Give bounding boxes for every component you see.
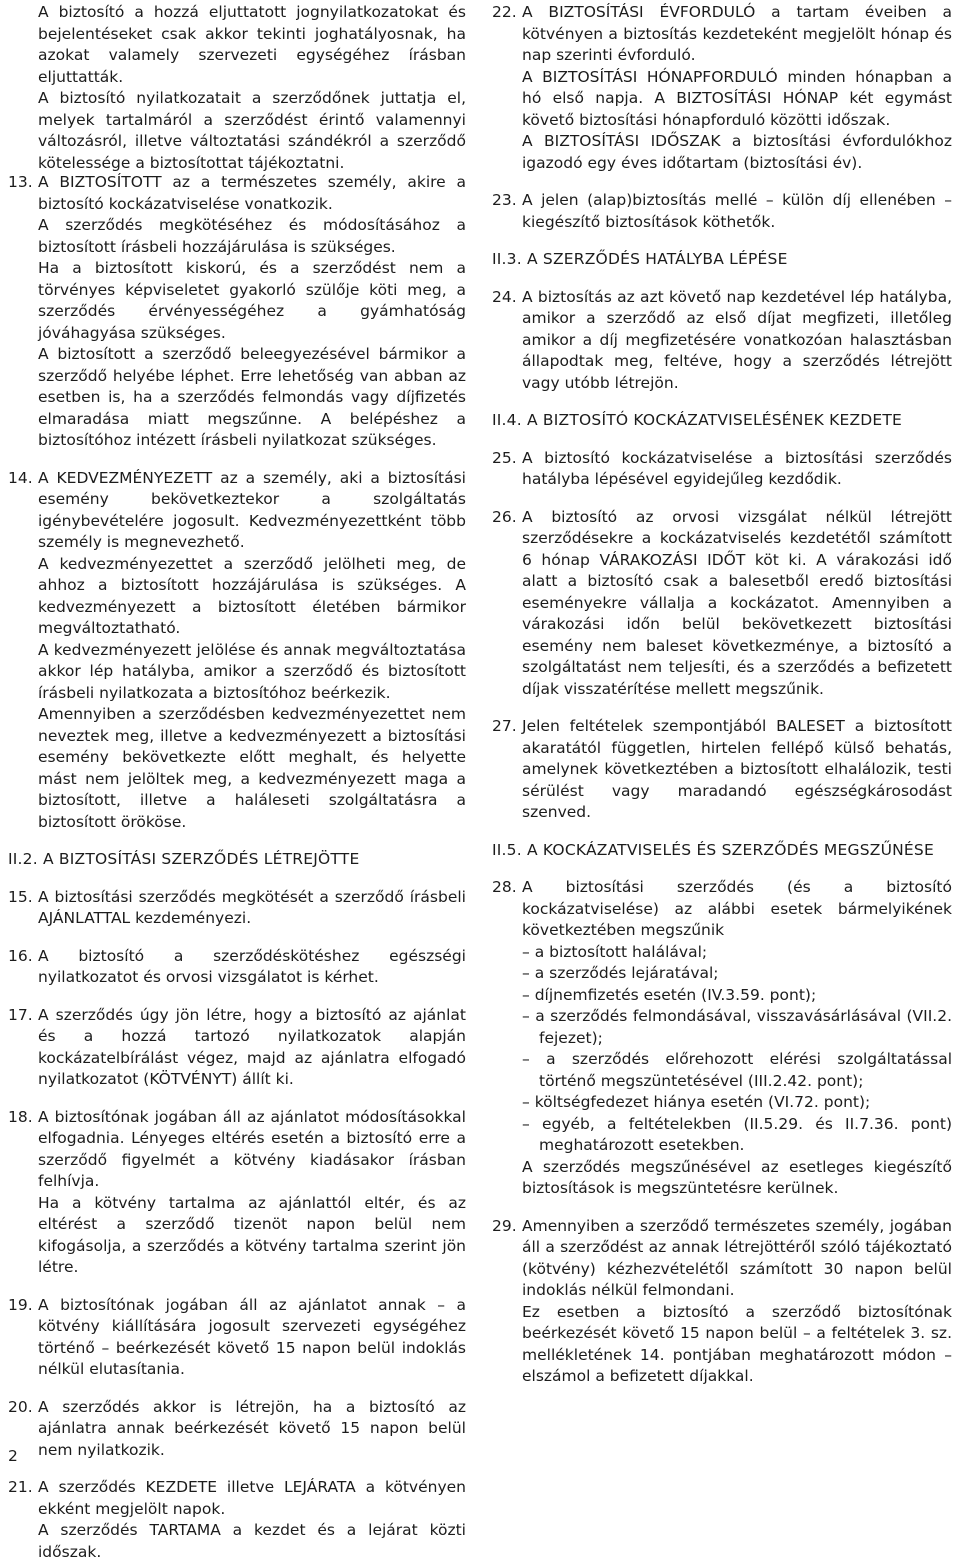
item-15 — [8, 887, 466, 930]
item-26 — [492, 507, 952, 701]
item-21-p2: A szerződés TARTAMA a kezdet és a lejárat közti időszak. — [38, 1521, 466, 1561]
item-number: 14. — [8, 468, 33, 487]
item-20-text: A szerződés akkor is létrejön, ha a biztosító az ajánlatra annak beérkezését követő 15 napon belül nem nyilatkozik. — [38, 1397, 466, 1459]
list-item: – a biztosított halálával; — [522, 942, 952, 964]
item-number: 21. — [8, 1478, 33, 1496]
right-column — [492, 2, 952, 1388]
item-number: 23. — [492, 191, 517, 209]
item-26-text: A biztosító az orvosi vizsgálat nélkül létrejött szerződésekre a kockázatviselés kezdetétől számított 6 hónap VÁRAKOZÁSI IDŐT köt ki. A várakozási idő alatt a biztosító csak a balesetből eredő biztosítási eseményekre vállalja a kockázatot. Amennyiben a várakozási időn belül bekövetkezett biztosítási esemény nem baleset következménye, a biztosító a szolgáltatást nem teljesíti, és a szerződés a befizetett díjak visszatérítése mellett megszűnik. — [522, 507, 952, 698]
item-18-p2: Ha a kötvény tartalma az ajánlattól eltér, és az eltérést a szerződő tizenöt napon belül nem kifogásolja, a szerződés a kötvény tartalma szerint jön létre. — [38, 1193, 466, 1276]
item-18-p1: A biztosítónak jogában áll az ajánlatot módosításokkal elfogadnia. Lényeges eltérés esetén a biztosító erre a szerződő figyelmét a kötvény kiadásakor írásban felhívja. — [38, 1107, 466, 1190]
item-15-text: A biztosítási szerződés megkötését a szerződő írásbeli AJÁNLATTAL kezdeményezi. — [38, 887, 466, 927]
item-23 — [492, 190, 952, 233]
item-number: 20. — [8, 1397, 33, 1416]
item-14-p4: Amennyiben a szerződésben kedvezményezettet nem neveztek meg, illetve a kedvezményezett a biztosítási esemény bekövetkezte előtt meghalt, és helyette mást nem jelöltek meg, a kedvezményezett maga a biztosított, illetve a haláleseti szolgáltatásra a biztosított örököse. — [38, 705, 466, 831]
item-28-intro: A biztosítási szerződés (és a biztosító kockázatviselése) az alábbi esetek bármelyikének következtében megszűnik — [522, 878, 952, 939]
item-18 — [8, 1107, 466, 1279]
intro-paragraphs — [8, 2, 466, 172]
item-29-p2: Ez esetben a biztosító a szerződő biztosítónak beérkezését követő 15 napon belül – a feltételek 3. sz. mellékletének 14. pontjában meghatározott módon – elszámol a befizetett díjakkal. — [522, 1302, 952, 1385]
item-number: 17. — [8, 1005, 33, 1024]
item-28 — [492, 877, 952, 1200]
item-23-text: A jelen (alap)biztosítás mellé – külön díj ellenében – kiegészítő biztosítások köthetők. — [522, 191, 952, 231]
item-22 — [492, 2, 952, 174]
item-28-outro: A szerződés megszűnésével az esetleges kiegészítő biztosítások is megszüntetésre kerülnek. — [522, 1157, 952, 1197]
item-16 — [8, 946, 466, 989]
list-item: – költségfedezet hiánya esetén (VI.72. pont); — [522, 1092, 952, 1114]
item-16-text: A biztosító a szerződéskötéshez egészségi nyilatkozatot és orvosi vizsgálatot is kérhet. — [38, 946, 466, 986]
intro-paragraph-1: A biztosító a hozzá eljuttatott jognyilatkozatokat és bejelentéseket csak akkor tekinti joghatályosnak, ha azokat valamely szervezeti egységéhez írásban eljuttatták. — [38, 3, 466, 86]
item-27 — [492, 716, 952, 824]
item-number: 25. — [492, 448, 517, 467]
item-13-p2: A szerződés megkötéséhez és módosításához a biztosított írásbeli hozzájárulása is szükséges. — [38, 216, 466, 256]
section-heading: II.2. A BIZTOSÍTÁSI SZERZŐDÉS LÉTREJÖTTE — [8, 850, 360, 868]
item-20 — [8, 1397, 466, 1462]
item-14-p3: A kedvezményezett jelölése és annak megváltoztatása akkor lép hatályba, amikor a szerződő és biztosított írásbeli nyilatkozata a biztosítóhoz beérkezik. — [38, 640, 466, 702]
item-number: 26. — [492, 507, 517, 526]
item-number: 19. — [8, 1295, 33, 1314]
item-24-text: A biztosítás az azt követő nap kezdetével lép hatályba, amikor a szerződő az első díjat megfizeti, illetőleg amikor a díj megfizetésére vonatkozóan halasztásban állapodtak meg, feltéve, hogy a szerződés létrejött vagy utóbb létrejön. — [522, 287, 952, 392]
item-number: 27. — [492, 717, 517, 735]
list-item: – a szerződés előrehozott elérési szolgáltatással történő megszüntetésével (III.2.42. pont); — [522, 1049, 952, 1092]
item-number: 29. — [492, 1216, 517, 1235]
item-22-p3: A BIZTOSÍTÁSI IDŐSZAK a biztosítási évfordulókhoz igazodó egy éves időtartam (biztosítási év). — [522, 132, 952, 172]
item-22-p1: A BIZTOSÍTÁSI ÉVFORDULÓ a tartam éveiben a kötvényen a biztosítás kezdeteként megjelölt hónap és nap szerinti évforduló. — [522, 3, 952, 64]
item-17 — [8, 1005, 466, 1091]
item-number: 18. — [8, 1107, 33, 1126]
item-number: 13. — [8, 173, 33, 191]
item-13 — [8, 172, 466, 452]
section-heading: II.5. A KOCKÁZATVISELÉS ÉS SZERZŐDÉS MEGSZŰNÉSE — [492, 840, 934, 859]
item-29-p1: Amennyiben a szerződő természetes személy, jogában áll a szerződést az annak létrejöttéről szóló tájékoztató (kötvény) kézhezvételétől számított 30 napon belül indoklás nélkül felmondani. — [522, 1216, 952, 1299]
item-27-text: Jelen feltételek szempontjából BALESET a biztosított akaratától független, hirtelen fellépő külső behatás, amelynek következtében a biztosított elhalálozik, testi sérülést vagy maradandó egészségkárosodást szenved. — [522, 717, 952, 821]
item-14-p2: A kedvezményezettet a szerződő jelölheti meg, de ahhoz a biztosított hozzájárulása is szükséges. A kedvezményezett a biztosított életében bármikor megváltoztatható. — [38, 554, 466, 637]
item-14-p1: A KEDVEZMÉNYEZETT az a személy, aki a biztosítási esemény bekövetkeztekor a szolgáltatás igénybevételére jogosult. Kedvezményezettként több személy is megnevezhető. — [38, 468, 466, 551]
list-item: – a szerződés felmondásával, visszavásárlásával (VII.2. fejezet); — [522, 1006, 952, 1049]
item-number: 15. — [8, 887, 33, 906]
list-item: – egyéb, a feltételekben (II.5.29. és II.7.36. pont) meghatározott esetekben. — [522, 1114, 952, 1157]
item-19-text: A biztosítónak jogában áll az ajánlatot annak – a kötvény kiállítására jogosult szervezeti egységéhez történő – beérkezését követő 15 napon belül indoklás nélkül elutasítania. — [38, 1295, 466, 1378]
item-19 — [8, 1295, 466, 1381]
item-13-p4: A biztosított a szerződő beleegyezésével bármikor a szerződő helyébe léphet. Erre lehetőség van abban az esetben is, ha a szerződés felmondás vagy díjfizetés elmaradása miatt megszűnne. A belépéshez a biztosítóhoz intézett írásbeli nyilatkozat szükséges. — [38, 345, 466, 449]
termination-list — [522, 942, 952, 1157]
list-item: – a szerződés lejáratával; — [522, 963, 952, 985]
item-21-p1: A szerződés KEZDETE illetve LEJÁRATA a kötvényen ekként megjelölt napok. — [38, 1478, 466, 1518]
item-29 — [492, 1216, 952, 1388]
item-14 — [8, 468, 466, 834]
item-17-text: A szerződés úgy jön létre, hogy a biztosító az ajánlat és a hozzá tartozó nyilatkozatok alapján kockázatelbírálást végez, majd az ajánlatra elfogadó nyilatkozatot (KÖTVÉNYT) állít ki. — [38, 1005, 466, 1088]
intro-paragraph-2: A biztosító nyilatkozatait a szerződőnek juttatja el, melyek tartalmáról a szerződést érintő valamennyi változásról, illetve változtatási szándékról a szerződő kötelessége a biztosítottat tájékoztatni. — [38, 89, 466, 172]
item-25-text: A biztosító kockázatviselése a biztosítási szerződés hatályba lépésével egyidejűleg kezdődik. — [522, 448, 952, 488]
item-number: 24. — [492, 287, 517, 306]
item-13-p3: Ha a biztosított kiskorú, és a szerződést nem a törvényes képviseletet gyakorló szülője köti meg, a szerződés érvényességéhez a gyámhatóság jóváhagyása szükséges. — [38, 259, 466, 342]
left-column — [8, 2, 466, 1563]
section-heading: II.3. A SZERZŐDÉS HATÁLYBA LÉPÉSE — [492, 250, 788, 268]
item-24 — [492, 287, 952, 395]
item-number: 28. — [492, 878, 517, 896]
item-21 — [8, 1477, 466, 1563]
item-number: 22. — [492, 3, 517, 21]
item-number: 16. — [8, 946, 33, 965]
item-22-p2: A BIZTOSÍTÁSI HÓNAPFORDULÓ minden hónapban a hó első napja. A BIZTOSÍTÁSI HÓNAP két egymást követő biztosítási hónapforduló közötti időszak. — [522, 67, 952, 129]
item-25 — [492, 448, 952, 491]
section-heading: II.4. A BIZTOSÍTÓ KOCKÁZATVISELÉSÉNEK KEZDETE — [492, 411, 903, 429]
item-13-p1: A BIZTOSÍTOTT az a természetes személy, akire a biztosító kockázatviselése vonatkozik. — [38, 173, 466, 213]
page-number: 2 — [8, 1447, 18, 1465]
list-item: – díjnemfizetés esetén (IV.3.59. pont); — [522, 985, 952, 1007]
